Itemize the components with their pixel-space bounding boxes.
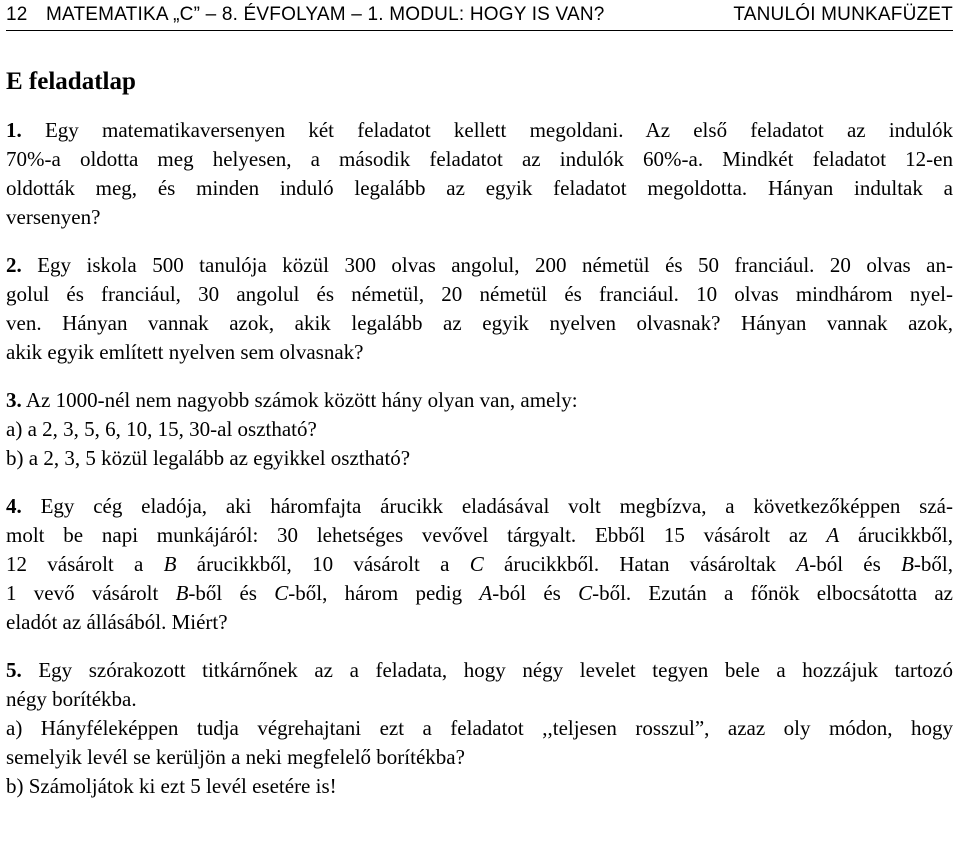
task-5-part-a-cont: semelyik levél se kerüljön a neki megfelelő borítékba? [6, 745, 465, 769]
task-4-line-2: molt be napi munkájáról: 30 lehetséges vevővel tárgyalt. Ebből 15 vásárolt az A árucikkből, [6, 523, 954, 547]
task-5-part-b: b) Számoljátok ki ezt 5 levél esetére is! [6, 774, 337, 798]
task-5-part-a: a) Hányféleképpen tudja végrehajtani ezt a feladatot ,,teljesen rosszul”, azaz oly módon, hogy [6, 716, 953, 740]
task-number: 4. [6, 494, 22, 518]
task-number: 1. [6, 118, 22, 142]
page-number: 12 [6, 4, 28, 25]
task-2 [6, 251, 953, 367]
task-1-line-1: 1. Egy matematikaversenyen két feladatot kellett megoldani. Az első feladatot az indulók [6, 118, 953, 142]
task-1 [6, 116, 953, 232]
task-5-line-2: négy borítékba. [6, 687, 137, 711]
task-3-line-1: 3. Az 1000-nél nem nagyobb számok között hány olyan van, amely: [6, 388, 578, 412]
task-4-line-5: eladót az állásából. Miért? [6, 610, 228, 634]
task-3-part-a: a) a 2, 3, 5, 6, 10, 15, 30-al osztható? [6, 417, 317, 441]
task-3 [6, 386, 953, 473]
task-4-line-1: 4. Egy cég eladója, aki háromfajta árucikk eladásával volt megbízva, a következőképpen szá- [6, 494, 953, 518]
task-number: 2. [6, 253, 22, 277]
task-1-line-2: 70%-a oldotta meg helyesen, a második feladatot az indulók 60%-a. Mindkét feladatot 12-en [6, 147, 953, 171]
task-2-line-2: golul és franciául, 30 angolul és németül, 20 németül és franciául. 10 olvas mindhárom nyel- [6, 282, 953, 306]
task-4 [6, 492, 953, 637]
task-4-line-4: 1 vevő vásárolt B-ből és C-ből, három pedig A-ból és C-ből. Ezután a főnök elbocsátotta az [6, 581, 954, 605]
header-subject: MATEMATIKA „C” – 8. ÉVFOLYAM – 1. MODUL: HOGY IS VAN? [46, 4, 605, 25]
task-2-line-1: 2. Egy iskola 500 tanulója közül 300 olvas angolul, 200 németül és 50 franciául. 20 olvas an- [6, 253, 953, 277]
task-2-line-4: akik egyik említett nyelven sem olvasnak? [6, 340, 364, 364]
task-2-line-3: ven. Hányan vannak azok, akik legalább az egyik nyelven olvasnak? Hányan vannak azok, [6, 311, 953, 335]
running-header [6, 0, 953, 31]
task-3-part-b: b) a 2, 3, 5 közül legalább az egyikkel osztható? [6, 446, 411, 470]
task-5 [6, 656, 953, 801]
task-1-line-4: versenyen? [6, 205, 101, 229]
task-5-line-1: 5. Egy szórakozott titkárnőnek az a feladata, hogy négy levelet tegyen bele a hozzájuk tartozó [6, 658, 953, 682]
task-1-line-3: oldották meg, és minden induló legalább az egyik feladatot megoldotta. Hányan indultak a [6, 176, 953, 200]
header-workbook-label: TANULÓI MUNKAFÜZET [733, 4, 953, 25]
task-4-line-3: 12 vásárolt a B árucikkből, 10 vásárolt a C árucikkből. Hatan vásároltak A-ból és B-ből, [6, 552, 953, 576]
task-number: 3. [6, 388, 22, 412]
worksheet-title: E feladatlap [6, 68, 136, 95]
task-number: 5. [6, 658, 22, 682]
